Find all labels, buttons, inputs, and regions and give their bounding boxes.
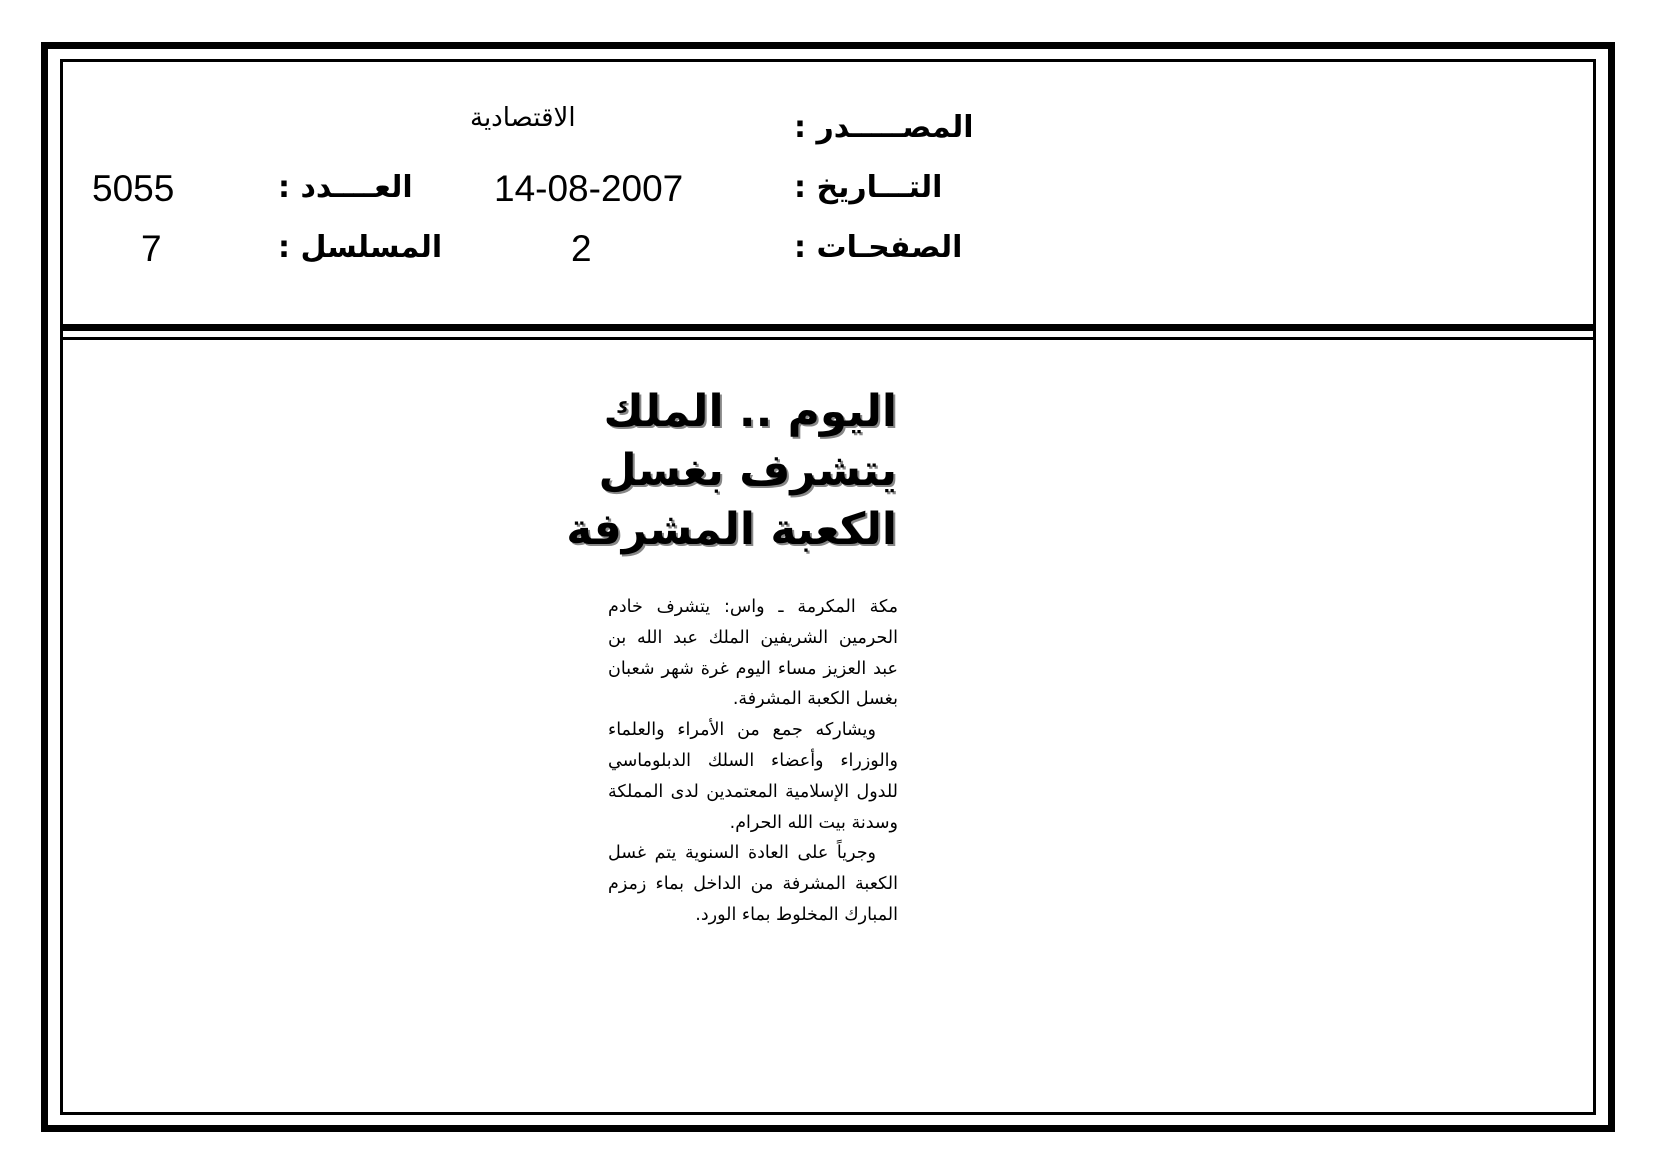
article-headline bbox=[497, 382, 897, 559]
article-paragraph: ويشاركه جمع من الأمراء والعلماء والوزراء وأعضاء السلك الدبلوماسي للدول الإسلامية المعتمدين لدى المملكة وسدنة بيت الله الحرام. bbox=[608, 720, 898, 833]
pages-label: الصفحـات : bbox=[794, 230, 963, 265]
source-label: المصـــــدر : bbox=[794, 110, 974, 145]
issue-value: 5055 bbox=[92, 168, 175, 209]
headline-line: الكعبة المشرفة bbox=[566, 504, 897, 555]
header-divider bbox=[63, 324, 1593, 340]
headline-line: يتشرف بغسل bbox=[598, 445, 897, 496]
article-paragraph: مكة المكرمة ـ واس: يتشرف خادم الحرمين الشريفين الملك عبد الله بن عبد العزيز مساء اليوم غرة شهر شعبان بغسل الكعبة المشرفة. bbox=[608, 597, 898, 710]
date-value: 14-08-2007 bbox=[494, 168, 684, 209]
issue-label: العــــدد : bbox=[278, 170, 413, 205]
serial-value: 7 bbox=[141, 228, 162, 269]
outer-frame bbox=[41, 42, 1615, 1132]
serial-label: المسلسل : bbox=[278, 230, 443, 265]
inner-frame bbox=[60, 59, 1596, 1115]
article-paragraph: وجرياً على العادة السنوية يتم غسل الكعبة المشرفة من الداخل بماء زمزم المبارك المخلوط بماء الورد. bbox=[608, 843, 898, 925]
pages-value: 2 bbox=[571, 228, 592, 269]
headline-line: اليوم .. الملك bbox=[603, 386, 897, 437]
date-label: التـــاريخ : bbox=[794, 170, 943, 205]
source-value: الاقتصادية bbox=[470, 103, 576, 133]
article-body bbox=[608, 592, 898, 931]
